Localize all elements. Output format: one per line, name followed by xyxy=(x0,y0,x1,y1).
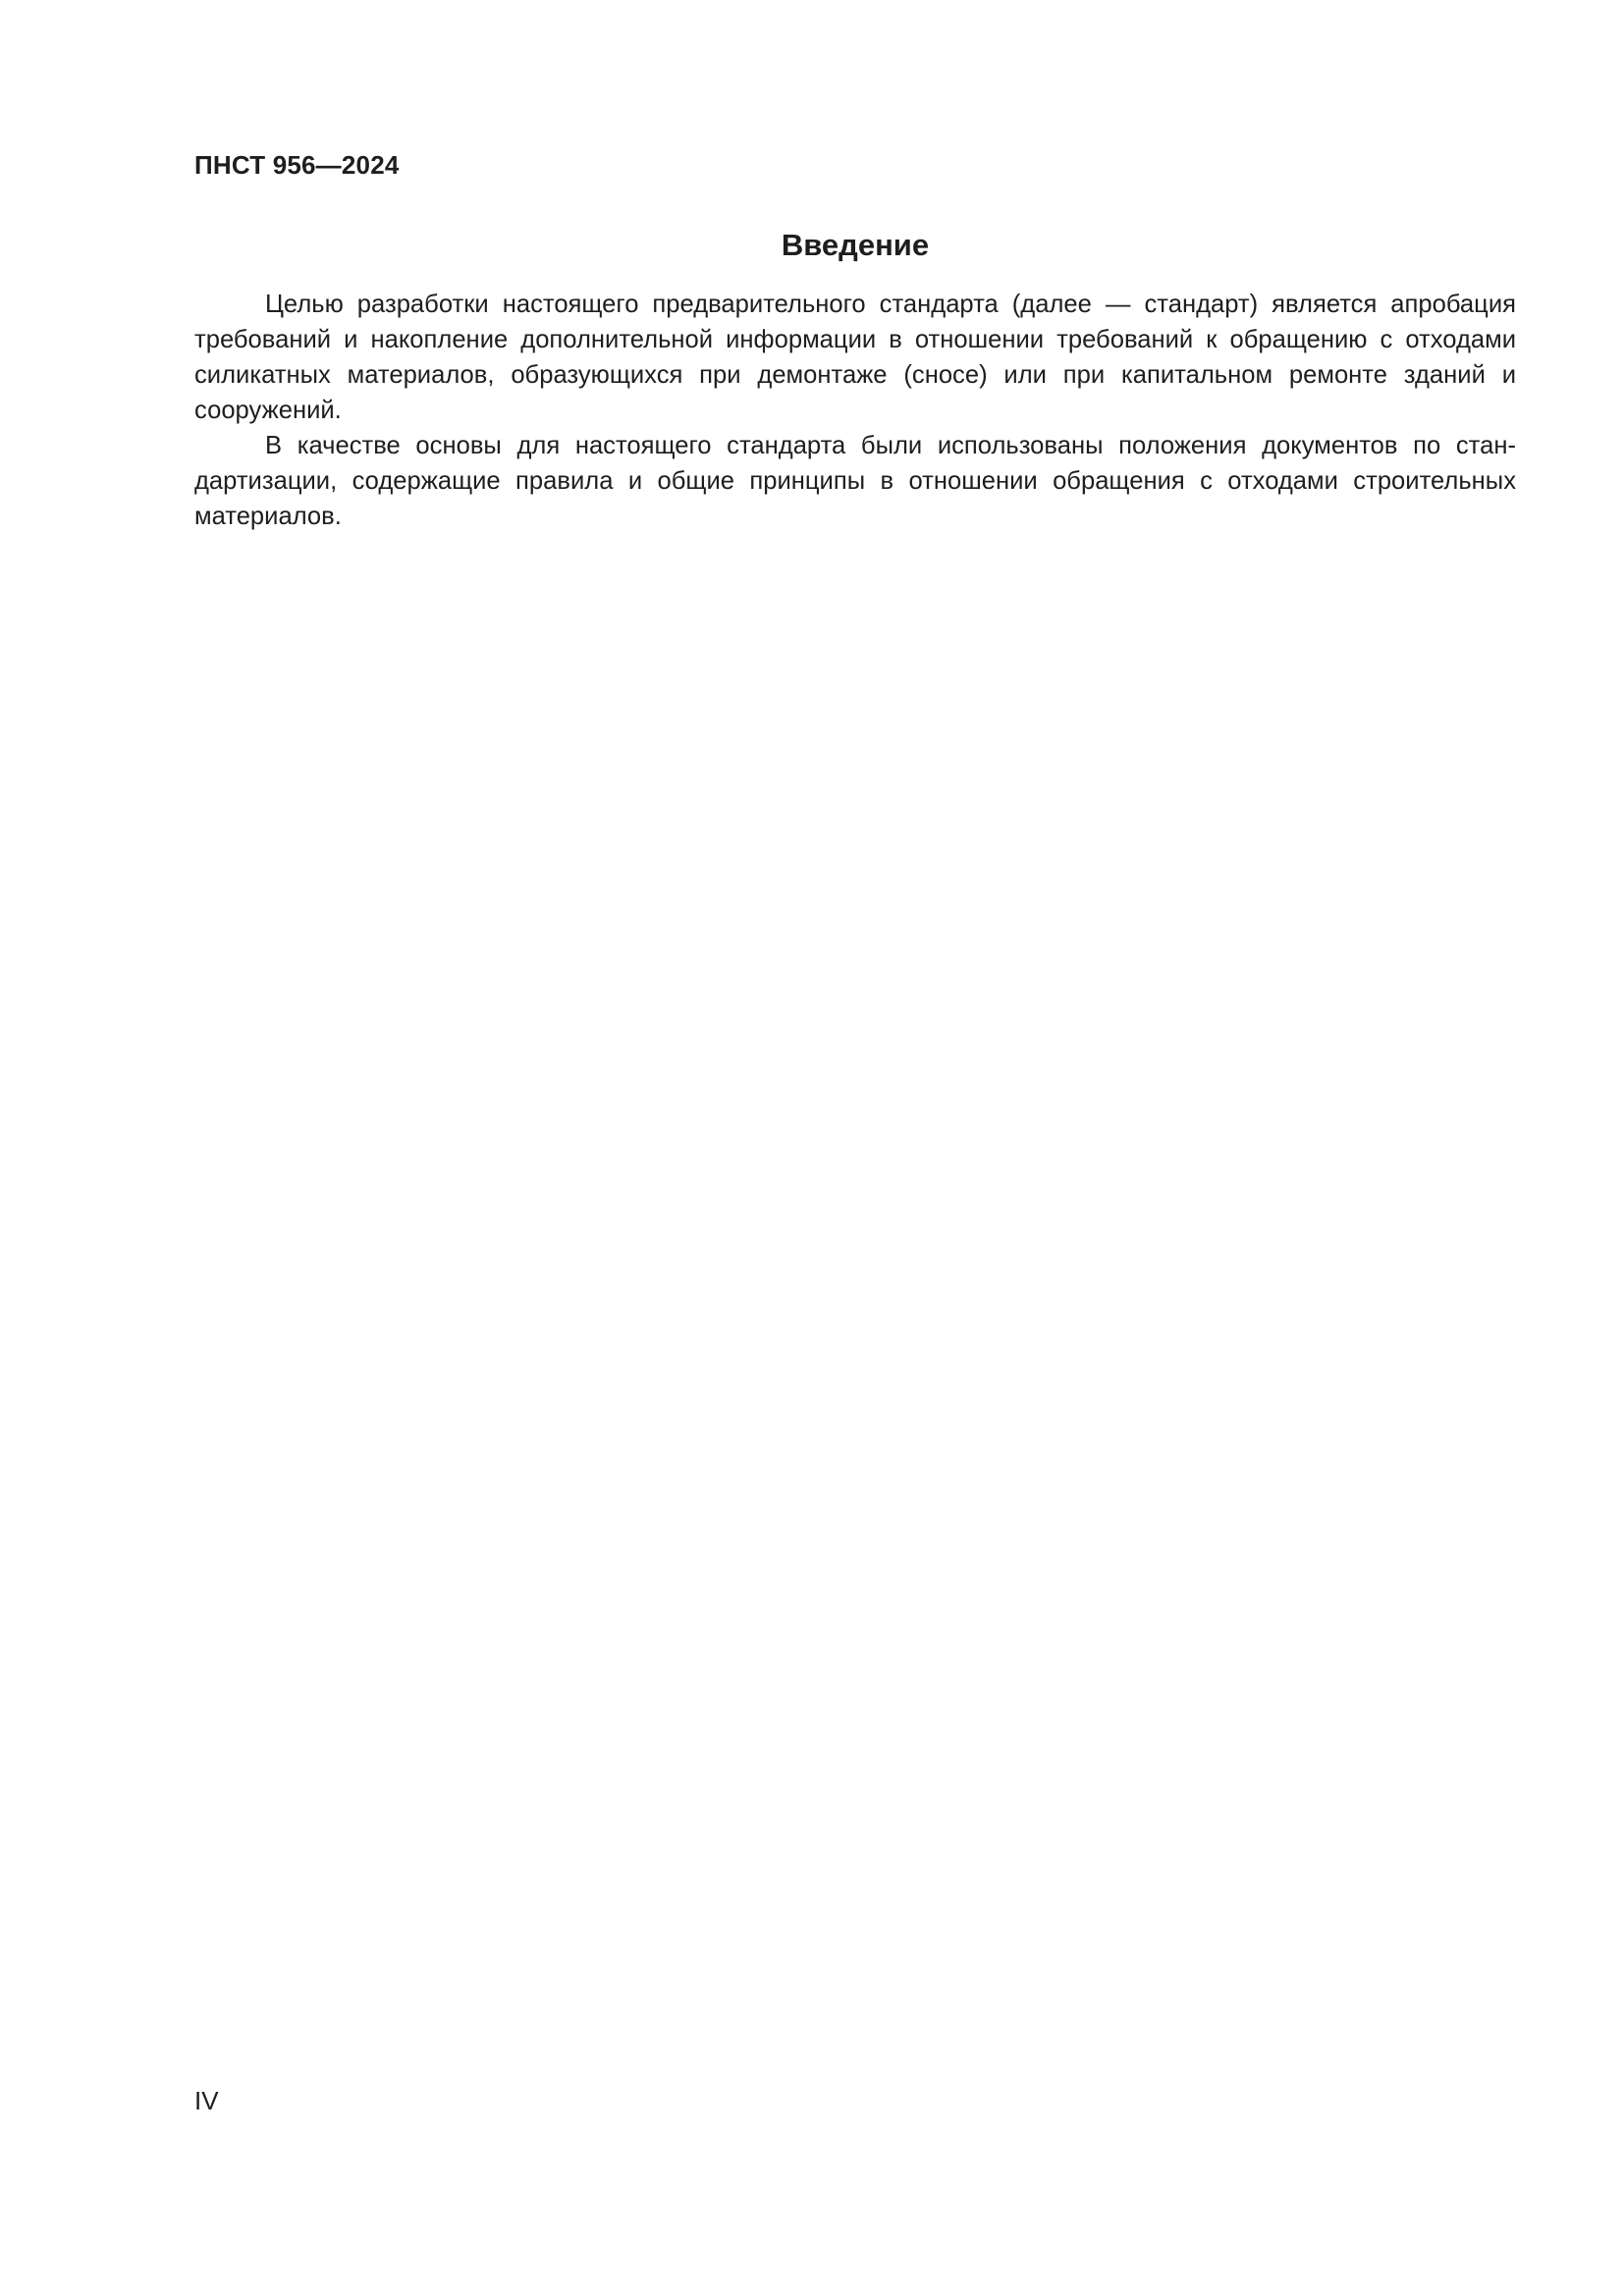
section-title: Введение xyxy=(781,228,930,262)
page-number: IV xyxy=(194,2086,219,2115)
document-code: ПНСТ 956—2024 xyxy=(194,150,400,180)
paragraph: Целью разработки настоящего предварительного стандарта (далее — стандарт) является апробация требований и накопление дополнительной информации в отношении требований к обращению с отходами силикатных материалов, образующихся при демонтаже (сносе) или при капитальном ремонте зданий и сооружений. xyxy=(194,291,1516,424)
section-body xyxy=(194,287,1516,534)
paragraph: В качестве основы для настоящего стандарта были использованы положения документов по стандартизации, содержащие правила и общие принципы в отношении обращения с отходами строительных материалов. xyxy=(194,432,1516,530)
